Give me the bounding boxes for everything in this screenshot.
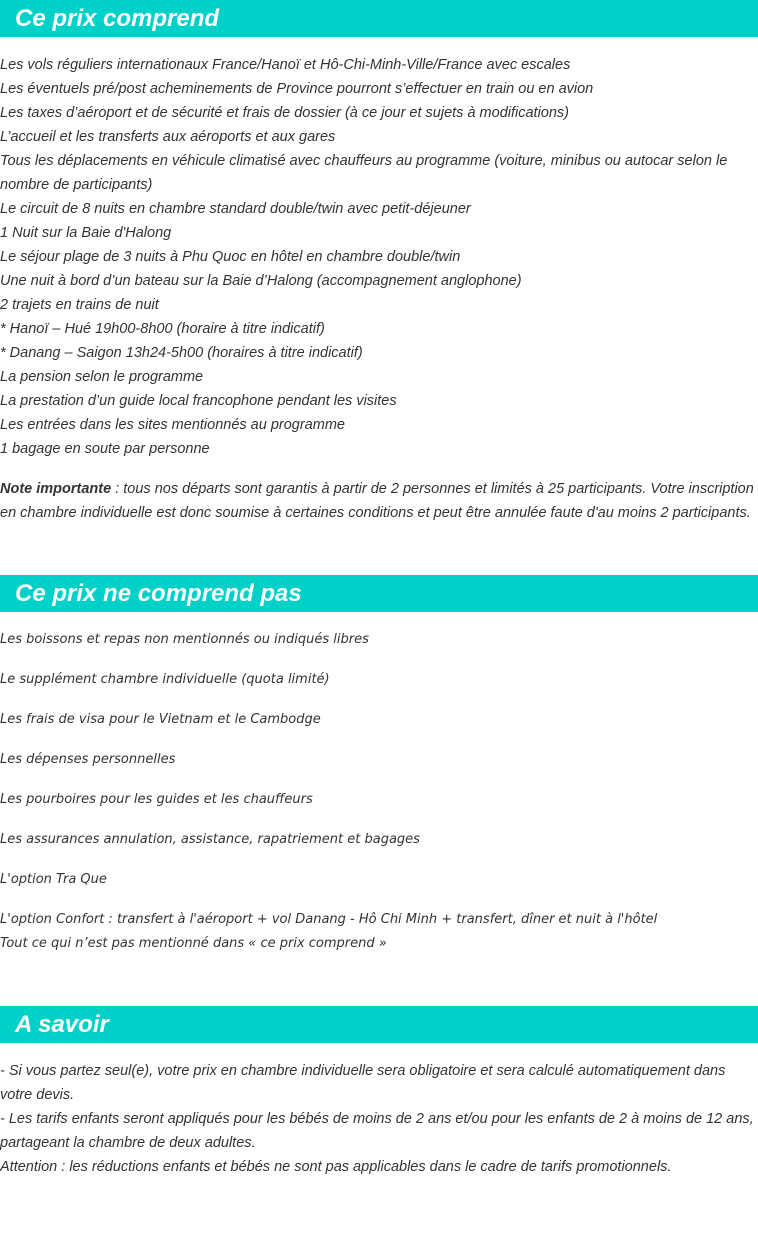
list-item: - Si vous partez seul(e), votre prix en chambre individuelle sera obligatoire et sera calculé automatiquement dans votre devis.: [0, 1063, 726, 1103]
list-item: L'option Confort : transfert à l'aéroport + vol Danang - Hô Chi Minh + transfert, dîner et nuit à l'hôtel: [0, 912, 658, 927]
list-item: Le circuit de 8 nuits en chambre standard double/twin avec petit-déjeuner: [0, 201, 471, 217]
list-item: Les taxes d’aéroport et de sécurité et frais de dossier (à ce jour et sujets à modifications): [0, 105, 570, 121]
list-item: Les entrées dans les sites mentionnés au programme: [0, 417, 345, 433]
list-item: Les pourboires pour les guides et les chauffeurs: [0, 792, 313, 807]
list-item: Une nuit à bord d’un bateau sur la Baie d’Halong (accompagnement anglophone): [0, 273, 522, 289]
list-item: Le supplément chambre individuelle (quota limité): [0, 672, 330, 687]
section-header-to-know: A savoir: [0, 1006, 758, 1043]
important-note: [0, 477, 758, 525]
note-text: : tous nos départs sont garantis à partir de 2 personnes et limités à 25 participants. Votre inscription en chambre individuelle est donc soumise à certaines conditions et peut être annulée faute d'au moins 2 participants.: [0, 481, 754, 521]
list-item: Les assurances annulation, assistance, rapatriement et bagages: [0, 832, 420, 847]
list-item: * Hanoï – Hué 19h00-8h00 (horaire à titre indicatif): [0, 321, 325, 337]
list-item: Tout ce qui n’est pas mentionné dans « ce prix comprend »: [0, 936, 387, 951]
list-item: 2 trajets en trains de nuit: [0, 297, 159, 313]
list-item: - Les tarifs enfants seront appliqués pour les bébés de moins de 2 ans et/ou pour les enfants de 2 à moins de 12 ans, partageant la chambre de deux adultes.: [0, 1111, 754, 1151]
list-item: Les frais de visa pour le Vietnam et le Cambodge: [0, 712, 321, 727]
section-header-included: Ce prix comprend: [0, 0, 758, 37]
to-know-list: [0, 1059, 758, 1179]
not-included-list: [0, 628, 758, 956]
list-item: 1 bagage en soute par personne: [0, 441, 210, 457]
list-item: Les vols réguliers internationaux France/Hanoï et Hô-Chi-Minh-Ville/France avec escales: [0, 57, 571, 73]
list-item: Tous les déplacements en véhicule climatisé avec chauffeurs au programme (voiture, minibus ou autocar selon le nombre de participants): [0, 153, 728, 193]
list-item: * Danang – Saigon 13h24-5h00 (horaires à titre indicatif): [0, 345, 363, 361]
list-item: Les boissons et repas non mentionnés ou indiqués libres: [0, 632, 369, 647]
list-item: Les dépenses personnelles: [0, 752, 176, 767]
list-item: Le séjour plage de 3 nuits à Phu Quoc en hôtel en chambre double/twin: [0, 249, 461, 265]
list-item: Les éventuels pré/post acheminements de Province pourront s’effectuer en train ou en avion: [0, 81, 594, 97]
list-item: L’accueil et les transferts aux aéroports et aux gares: [0, 129, 336, 145]
list-item: L'option Tra Que: [0, 872, 107, 887]
included-list: [0, 53, 758, 461]
list-item: 1 Nuit sur la Baie d'Halong: [0, 225, 172, 241]
list-item: La prestation d’un guide local francophone pendant les visites: [0, 393, 397, 409]
list-item: La pension selon le programme: [0, 369, 204, 385]
note-label: Note importante: [0, 481, 112, 497]
list-item: Attention : les réductions enfants et bébés ne sont pas applicables dans le cadre de tarifs promotionnels.: [0, 1159, 672, 1175]
section-header-not-included: Ce prix ne comprend pas: [0, 575, 758, 612]
